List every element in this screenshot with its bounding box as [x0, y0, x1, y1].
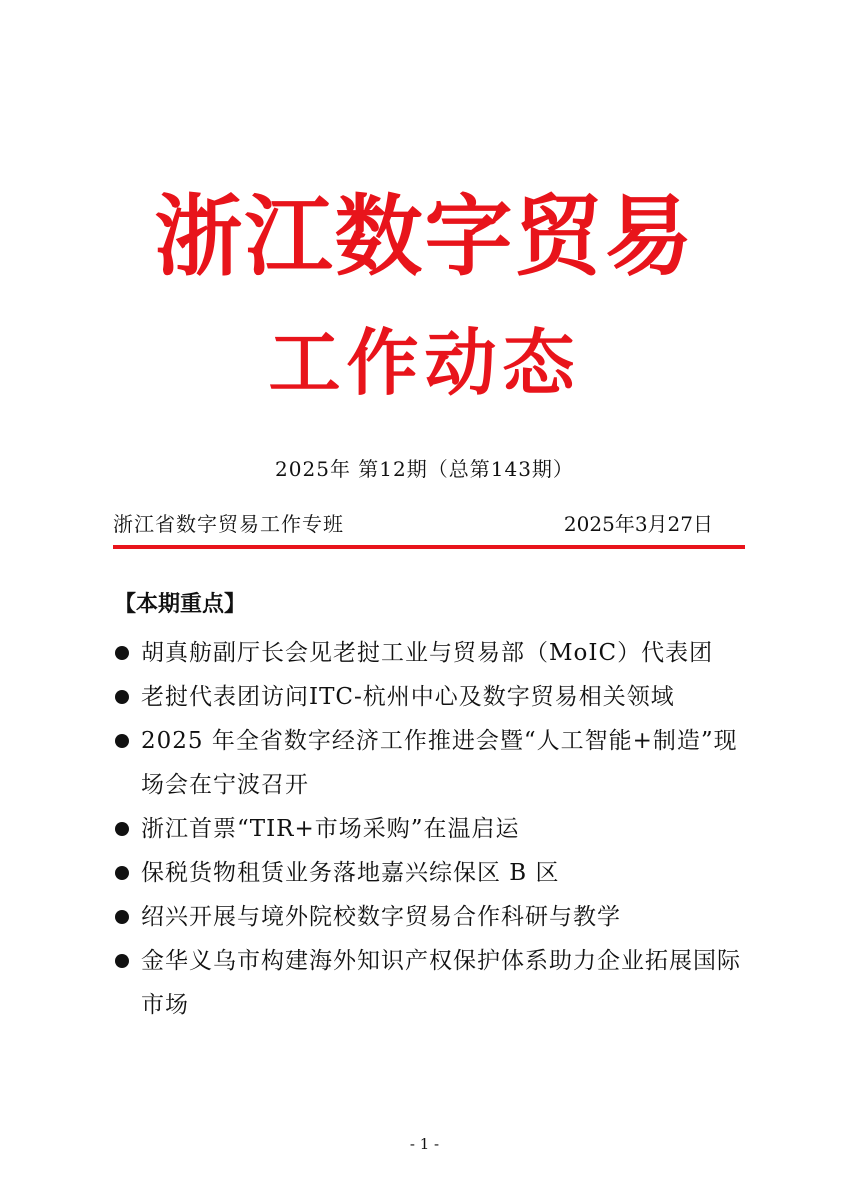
highlight-item	[114, 807, 750, 851]
masthead	[113, 510, 713, 538]
highlight-text: 浙江首票“TIR+市场采购”在温启运	[141, 816, 520, 842]
publication-subtitle: 工作动态	[268, 321, 581, 405]
bullet-icon	[115, 690, 129, 704]
highlight-item	[114, 719, 750, 807]
publisher-organization: 浙江省数字贸易工作专班	[113, 512, 344, 536]
highlight-text: 胡真舫副厅长会见老挝工业与贸易部（MoIC）代表团	[141, 640, 714, 666]
page-number: - 1 -	[409, 1135, 440, 1153]
bullet-icon	[115, 822, 129, 836]
bullet-icon	[115, 734, 129, 748]
highlights-list	[114, 631, 750, 1027]
highlight-item	[114, 939, 750, 1027]
issue-number: 2025年 第12期（总第143期）	[275, 457, 574, 481]
highlight-item	[114, 631, 750, 675]
highlight-item	[114, 851, 750, 895]
highlight-text: 2025 年全省数字经济工作推进会暨“人工智能+制造”现场会在宁波召开	[141, 728, 738, 798]
bullet-icon	[115, 910, 129, 924]
publication-date: 2025年3月27日	[563, 512, 713, 536]
bullet-icon	[115, 866, 129, 880]
highlight-item	[114, 675, 750, 719]
publication-title: 浙江数字贸易	[154, 185, 695, 288]
bullet-icon	[115, 646, 129, 660]
highlights-heading: 【本期重点】	[114, 592, 247, 617]
highlight-text: 金华义乌市构建海外知识产权保护体系助力企业拓展国际市场	[141, 948, 741, 1018]
red-divider-rule	[113, 545, 745, 549]
highlight-text: 绍兴开展与境外院校数字贸易合作科研与教学	[141, 904, 621, 930]
highlight-text: 保税货物租赁业务落地嘉兴综保区 B 区	[141, 860, 560, 886]
highlight-text: 老挝代表团访问ITC-杭州中心及数字贸易相关领域	[141, 684, 675, 710]
highlight-item	[114, 895, 750, 939]
bullet-icon	[115, 954, 129, 968]
